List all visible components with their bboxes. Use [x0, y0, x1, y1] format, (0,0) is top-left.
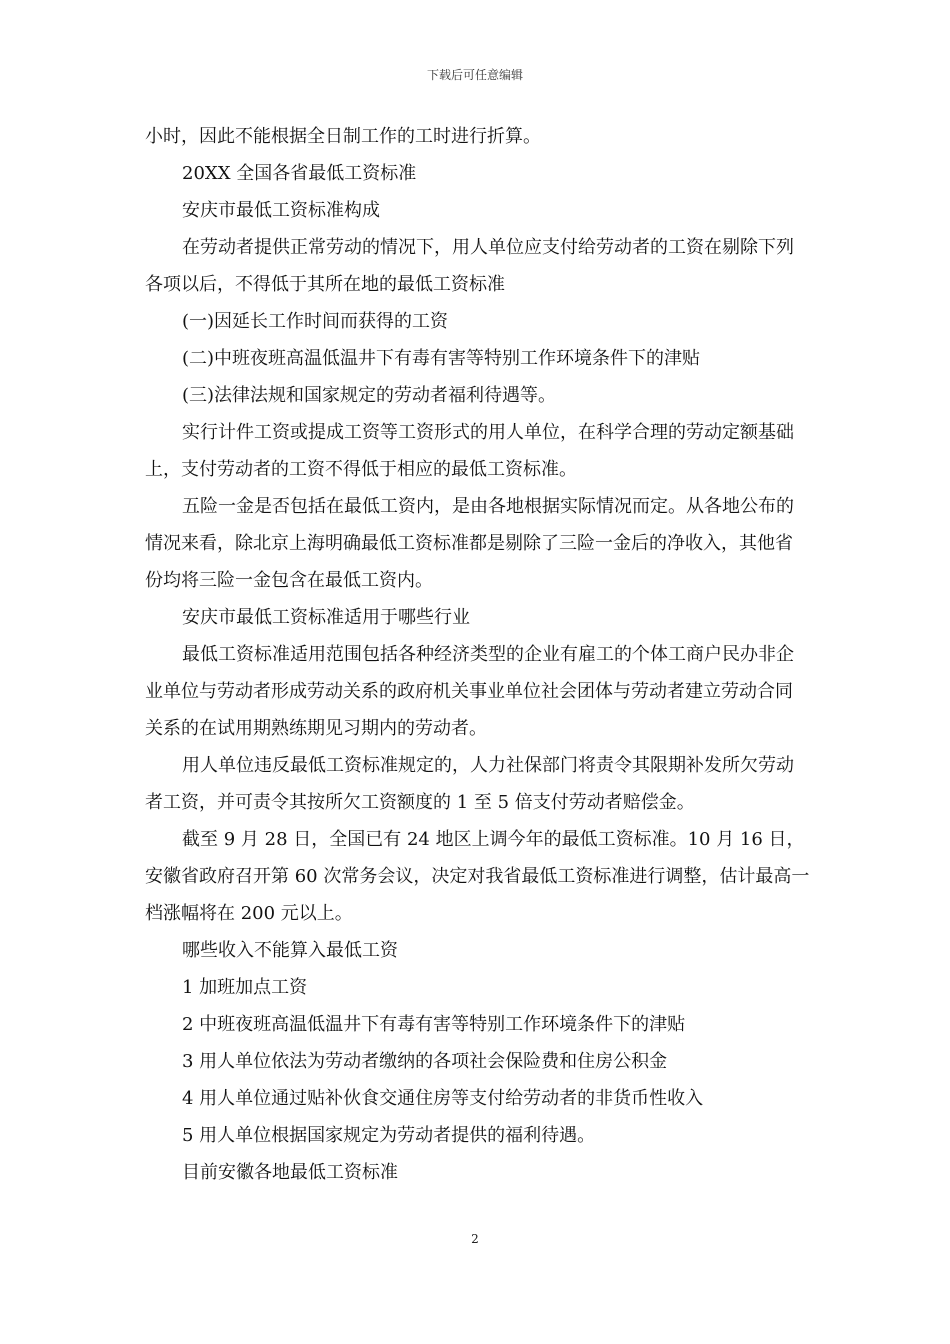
- paragraph-heading: 目前安徽各地最低工资标准: [182, 1162, 398, 1183]
- list-item: 1 加班加点工资: [182, 977, 308, 998]
- list-item: 4 用人单位通过贴补伙食交通住房等支付给劳动者的非货币性收入: [182, 1088, 704, 1109]
- list-item: 3 用人单位依法为劳动者缴纳的各项社会保险费和住房公积金: [182, 1051, 668, 1072]
- paragraph: 截至 9 月 28 日，全国已有 24 地区上调今年的最低工资标准。10 月 16 日，安徽省政府召开第 60 次常务会议，决定对我省最低工资标准进行调整，估计最高一档涨幅将在 200 元以上。: [145, 829, 810, 924]
- list-item: (二)中班夜班高温低温井下有毒有害等特别工作环境条件下的津贴: [182, 348, 701, 369]
- paragraph-heading: 哪些收入不能算入最低工资: [182, 940, 398, 961]
- page-header: 下载后可任意编辑: [426, 68, 523, 82]
- paragraph-heading: 20XX 全国各省最低工资标准: [182, 163, 417, 184]
- list-item: 5 用人单位根据国家规定为劳动者提供的福利待遇。: [182, 1125, 596, 1146]
- document-body: [145, 118, 810, 1191]
- paragraph-heading: 安庆市最低工资标准适用于哪些行业: [182, 607, 470, 628]
- list-item: (一)因延长工作时间而获得的工资: [182, 311, 449, 332]
- paragraph: 用人单位违反最低工资标准规定的，人力社保部门将责令其限期补发所欠劳动者工资，并可责令其按所欠工资额度的 1 至 5 倍支付劳动者赔偿金。: [145, 755, 794, 813]
- page-number: 2: [471, 1232, 479, 1246]
- paragraph: 小时，因此不能根据全日制工作的工时进行折算。: [145, 126, 541, 147]
- paragraph-heading: 安庆市最低工资标准构成: [182, 200, 380, 221]
- paragraph: 最低工资标准适用范围包括各种经济类型的企业有雇工的个体工商户民办非企业单位与劳动者形成劳动关系的政府机关事业单位社会团体与劳动者建立劳动合同关系的在试用期熟练期见习期内的劳动者。: [145, 644, 794, 739]
- list-item: 2 中班夜班高温低温井下有毒有害等特别工作环境条件下的津贴: [182, 1014, 686, 1035]
- list-item: (三)法律法规和国家规定的劳动者福利待遇等。: [182, 385, 557, 406]
- paragraph: 在劳动者提供正常劳动的情况下，用人单位应支付给劳动者的工资在剔除下列各项以后，不得低于其所在地的最低工资标准: [145, 237, 794, 295]
- paragraph: 五险一金是否包括在最低工资内，是由各地根据实际情况而定。从各地公布的情况来看，除北京上海明确最低工资标准都是剔除了三险一金后的净收入，其他省份均将三险一金包含在最低工资内。: [145, 496, 794, 591]
- paragraph: 实行计件工资或提成工资等工资形式的用人单位，在科学合理的劳动定额基础上，支付劳动者的工资不得低于相应的最低工资标准。: [145, 422, 794, 480]
